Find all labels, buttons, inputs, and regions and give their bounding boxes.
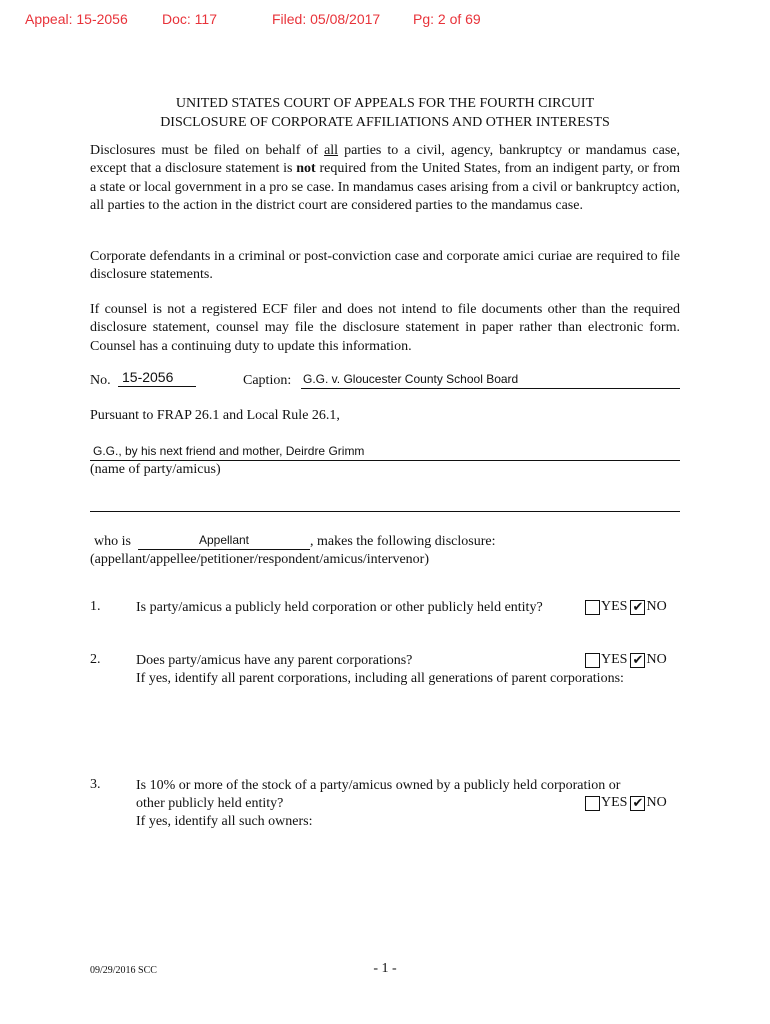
party-role-field[interactable] (138, 532, 310, 550)
question-2-subtext: If yes, identify all parent corporations, including all generations of parent corporations: (136, 671, 624, 686)
question-2-yes-label: YES (601, 652, 628, 667)
disclosure-instructions (90, 142, 680, 215)
page-indicator: Pg: 2 of 69 (413, 11, 481, 27)
role-options-label: (appellant/appellee/petitioner/respondent/amicus/intervenor) (90, 552, 429, 567)
question-2-yes-checkbox[interactable] (585, 653, 600, 668)
p1-text-c: required from the United States, from an indigent party, or from a state or local government in a pro se case. In mandamus cases arising from a civil or bankruptcy action, all parties to the action in the district court are considered parties to the mandamus case. (90, 161, 681, 213)
corporate-defendants-paragraph: Corporate defendants in a criminal or post-conviction case and corporate amici curiae are required to file disclosure statements. (90, 249, 680, 283)
title-line-1: UNITED STATES COURT OF APPEALS FOR THE FOURTH CIRCUIT (175, 96, 595, 111)
question-3-yes-checkbox[interactable] (585, 796, 600, 811)
p1-text-a: Disclosures must be filed on behalf of (90, 143, 325, 158)
filed-date: Filed: 05/08/2017 (272, 11, 381, 27)
party-name-label: (name of party/amicus) (90, 462, 221, 477)
question-2-text: Does party/amicus have any parent corporations? (136, 653, 413, 668)
party-name-field[interactable] (90, 443, 680, 461)
caption-label: Caption: (243, 373, 292, 388)
question-1-yes-label: YES (601, 599, 628, 614)
question-1-answer (585, 598, 667, 616)
question-2-number: 2. (90, 652, 101, 667)
p1-text-b: parties to a civil, agency, bankruptcy or mandamus case, except that a disclosure statement is (90, 143, 680, 177)
caption-field[interactable] (301, 371, 680, 389)
form-revision-date: 09/29/2016 SCC (90, 965, 157, 976)
ecf-filer-paragraph: If counsel is not a registered ECF filer and does not intend to file documents other than the required disclosure statement, counsel may file the disclosure statement in paper rather than electronic form. Counsel has a continuing duty to update this information. (90, 302, 680, 354)
question-1-no-checkbox[interactable]: ✔ (630, 600, 645, 615)
document-title (90, 94, 680, 132)
question-2-answer (585, 651, 667, 669)
question-3-subtext: If yes, identify all such owners: (136, 814, 313, 829)
question-3-no-label: NO (646, 795, 667, 810)
caption-value: G.G. v. Gloucester County School Board (303, 372, 519, 386)
question-1-number: 1. (90, 599, 101, 614)
question-3-number: 3. (90, 777, 101, 792)
question-3-answer (585, 794, 667, 812)
p1-emphasis-not: not (296, 161, 316, 177)
question-1-text: Is party/amicus a publicly held corporation or other publicly held entity? (136, 600, 543, 615)
case-number-label: No. (90, 373, 111, 388)
question-3-yes-label: YES (601, 795, 628, 810)
case-number-value: 15-2056 (122, 369, 174, 385)
question-3-text-continued: other publicly held entity? (136, 796, 284, 811)
makes-disclosure-text: , makes the following disclosure: (310, 534, 496, 549)
document-number: Doc: 117 (162, 11, 217, 27)
party-role-value: Appellant (198, 533, 250, 547)
pursuant-statement: Pursuant to FRAP 26.1 and Local Rule 26.1, (90, 408, 340, 423)
question-3-no-checkbox[interactable]: ✔ (630, 796, 645, 811)
p1-emphasis-all: all (324, 143, 339, 158)
question-1-no-label: NO (646, 599, 667, 614)
question-3-text: Is 10% or more of the stock of a party/amicus owned by a publicly held corporation or (136, 778, 621, 793)
title-line-2: DISCLOSURE OF CORPORATE AFFILIATIONS AND OTHER INTERESTS (160, 115, 610, 130)
question-2-no-checkbox[interactable]: ✔ (630, 653, 645, 668)
who-is-label: who is (94, 534, 131, 549)
appeal-number: Appeal: 15-2056 (25, 11, 128, 27)
question-2-no-label: NO (646, 652, 667, 667)
case-number-field[interactable] (118, 369, 196, 387)
party-name-value: G.G., by his next friend and mother, Deirdre Grimm (93, 444, 365, 458)
party-name-continuation-line[interactable] (90, 511, 680, 512)
page-number: - 1 - (373, 961, 397, 976)
question-1-yes-checkbox[interactable] (585, 600, 600, 615)
filing-header (0, 11, 770, 31)
